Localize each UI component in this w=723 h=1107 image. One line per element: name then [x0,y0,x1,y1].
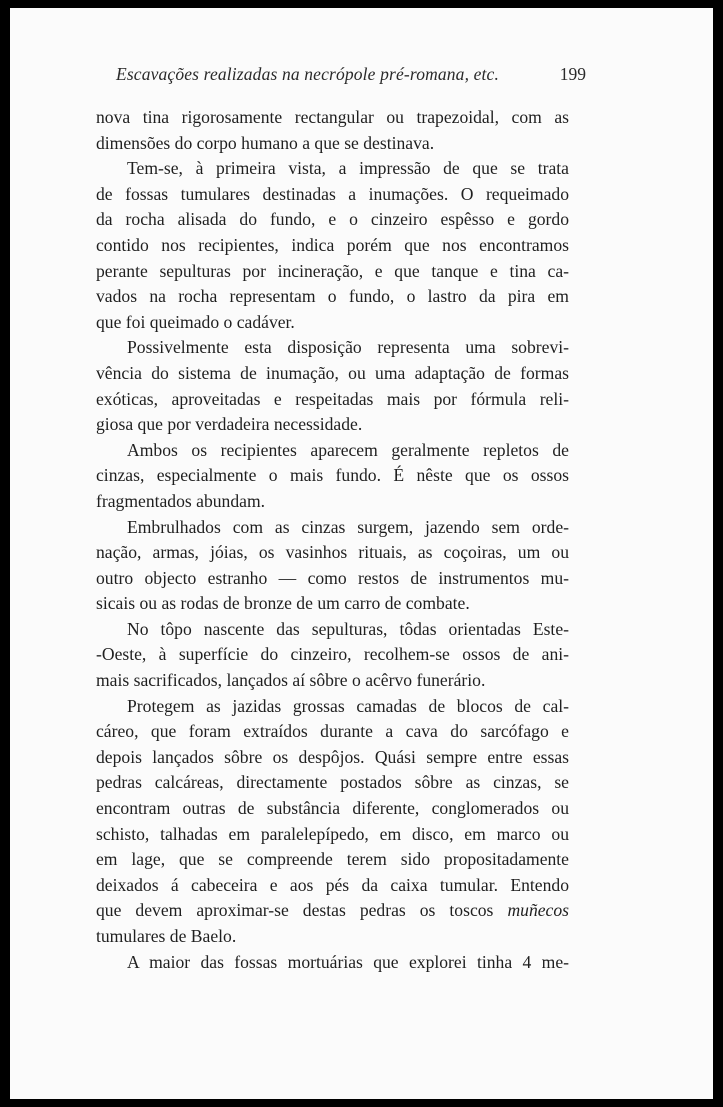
text-line: depois lançados sôbre os despôjos. Quási sempre entre essas [96,746,569,767]
text-line: vados na rocha representam o fundo, o lastro da pira em [96,286,569,307]
text-line: tumulares de Baelo. [96,926,237,946]
text-fragment: que devem aproximar-se destas pedras os toscos [96,900,494,921]
text-line: outro objecto estranho — como restos de instrumentos mu- [96,567,569,588]
paragraph-start-line: A maior das fossas mortuárias que explorei tinha 4 me- [127,951,569,972]
text-line: pedras calcáreas, directamente postados sôbre as cinzas, se [96,772,569,793]
document-page [10,8,713,1099]
paragraph-start-line: Embrulhados com as cinzas surgem, jazendo sem orde- [127,516,569,537]
text-line: -Oeste, à superfície do cinzeiro, recolhem-se ossos de ani- [96,644,569,665]
paragraph-start-line: Tem-se, à primeira vista, a impressão de que se trata [127,158,569,179]
text-line: perante sepulturas por incineração, e que tanque e tina ca- [96,260,569,281]
text-line: deixados á cabeceira e aos pés da caixa tumular. Entendo [96,874,569,895]
text-line: de fossas tumulares destinadas a inumações. O requeimado [96,183,569,204]
text-line: em lage, que se compreende terem sido propositadamente [96,849,569,870]
text-line: nova tina rigorosamente rectangular ou trapezoidal, com as [96,107,569,127]
running-title: Escavações realizadas na necrópole pré-romana, etc. [116,64,500,84]
text-line: cáreo, que foram extraídos durante a cava do sarcófago e [96,721,569,742]
text-line: cinzas, especialmente o mais fundo. É nêste que os ossos [96,465,569,486]
text-line: fragmentados abundam. [96,490,266,511]
text-line: nação, armas, jóias, os vasinhos rituais, as coçoiras, um ou [96,542,569,563]
page-number: 199 [559,64,586,84]
text-line: que foi queimado o cadáver. [96,311,295,332]
paragraph-start-line: Protegem as jazidas grossas camadas de blocos de cal- [127,695,569,716]
paragraph-start-line: Ambos os recipientes aparecem geralmente repletos de [127,439,569,460]
text-line: dimensões do corpo humano a que se destinava. [96,132,435,153]
body-text [96,105,569,975]
text-line: schisto, talhadas em paralelepípedo, em disco, em marco ou [96,823,569,844]
text-line: encontram outras de substância diferente, conglomerados ou [96,798,569,819]
italic-term: muñecos [507,900,569,921]
paragraph-start-line: Possivelmente esta disposição representa uma sobrevi- [127,337,569,358]
text-line: exóticas, aproveitadas e respeitadas mais por fórmula reli- [96,388,569,409]
paragraph-start-line: No tôpo nascente das sepulturas, tôdas orientadas Este- [127,618,569,639]
text-line: da rocha alisada do fundo, e o cinzeiro espêsso e gordo [96,209,569,230]
text-line-with-italic [96,898,569,924]
text-line: contido nos recipientes, indica porém que nos encontramos [96,234,569,255]
text-line: vência do sistema de inumação, ou uma adaptação de formas [96,362,569,383]
text-line: sicais ou as rodas de bronze de um carro de combate. [96,593,470,614]
text-line: mais sacrificados, lançados aí sôbre o acêrvo funerário. [96,670,486,691]
text-line: giosa que por verdadeira necessidade. [96,414,363,435]
running-header [116,64,586,90]
